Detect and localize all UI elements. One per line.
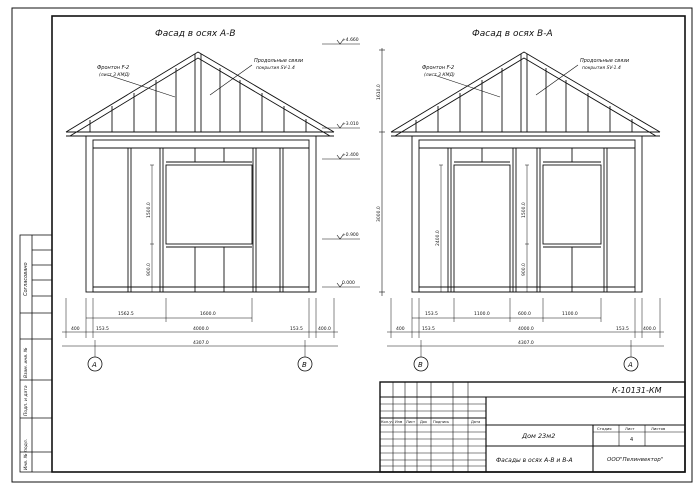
facade-right-pediment-sheet: (лист 3 КМД) bbox=[424, 73, 455, 78]
facade-right-title: Фасад в осях В-А bbox=[472, 29, 553, 39]
facade-left-mid-dim-1: 400 bbox=[71, 327, 80, 332]
facade-left-mid-dim-4: 153.5 bbox=[290, 327, 303, 332]
facade-left-mid-dim-2: 153.5 bbox=[96, 327, 109, 332]
mark-2400: +2.400 bbox=[342, 153, 359, 158]
facade-right-pediment-note: Фронтон F-2 bbox=[422, 65, 455, 71]
stamp-agreed: Согласовано bbox=[23, 262, 29, 296]
company-name: ООО"Пелинвектор" bbox=[607, 457, 664, 463]
col-header-sheet: Лист bbox=[406, 420, 416, 424]
facade-left-walls bbox=[86, 136, 316, 292]
facade-right-mid-dim-2: 153.5 bbox=[422, 327, 435, 332]
stage-header: Стадия bbox=[597, 426, 612, 431]
facade-left-title: Фасад в осях А-В bbox=[155, 29, 236, 39]
mark-4660: +4.660 bbox=[342, 38, 359, 43]
facade-right-total-dim: 4307.0 bbox=[518, 341, 534, 346]
facade-right-top-dim-2: 1100.0 bbox=[474, 312, 490, 317]
facade-right-axis-right: А bbox=[628, 361, 633, 369]
facade-right-top-dim-1: 153.5 bbox=[425, 312, 438, 317]
facade-left-top-dim-1: 1562.5 bbox=[118, 312, 134, 317]
facade-left-bracing-spec: покрытия SV-1.4 bbox=[256, 66, 295, 71]
facade-right-axis-left: В bbox=[418, 361, 423, 369]
facade-right-mid-dim-3: 4000.0 bbox=[518, 327, 534, 332]
facade-left-top-dim-2: 1600.0 bbox=[200, 312, 216, 317]
facade-right-mid-dim-4: 153.5 bbox=[616, 327, 629, 332]
facade-left-axis-left: А bbox=[92, 361, 97, 369]
facade-right-top-dim-3: 600.0 bbox=[518, 312, 531, 317]
col-header-date: Дата bbox=[471, 420, 481, 424]
facade-left-sill-height: 900.0 bbox=[147, 263, 152, 276]
facade-left-total-dim: 4307.0 bbox=[193, 341, 209, 346]
facade-right-sill-height: 900.0 bbox=[522, 263, 527, 276]
sheet-title: Фасады в осях А-В и В-А bbox=[496, 457, 573, 464]
stamp-replaced-inv: Взам. инв. № bbox=[24, 347, 29, 378]
facade-right bbox=[387, 29, 664, 371]
col-header-change: Изм bbox=[395, 420, 403, 424]
facade-left bbox=[62, 29, 338, 371]
col-header-qty: Кол.уч bbox=[381, 420, 394, 424]
height-dim-wall: 3000.0 bbox=[377, 206, 382, 222]
col-header-signature: Подпись bbox=[433, 420, 450, 424]
facade-left-axis-right: В bbox=[302, 361, 307, 369]
facade-right-mid-dim-5: 400.0 bbox=[643, 327, 656, 332]
facade-right-mid-dim-1: 400 bbox=[396, 327, 405, 332]
facade-right-door-height: 2400.0 bbox=[436, 230, 441, 246]
outer-border bbox=[12, 8, 692, 482]
sheets-header: Листов bbox=[651, 426, 666, 431]
facade-left-pediment-note: Фронтон F-2 bbox=[97, 65, 130, 71]
facade-right-bracing-spec: покрытия SV-1.4 bbox=[582, 66, 621, 71]
sheet-number: 4 bbox=[630, 437, 634, 443]
sheet-header: Лист bbox=[625, 426, 635, 431]
stamp-sign-date: Подп. и дата bbox=[24, 385, 29, 416]
mark-3010: +3.010 bbox=[342, 122, 359, 127]
facade-left-bracing-note: Продольные связи bbox=[254, 58, 304, 64]
stamp-inv-original: Инв. № подл. bbox=[24, 438, 29, 470]
doc-code: К-10131-КМ bbox=[612, 386, 662, 395]
mark-0000: 0.000 bbox=[342, 281, 355, 286]
facade-left-mid-dim-3: 4000.0 bbox=[193, 327, 209, 332]
col-header-doc: Док bbox=[420, 420, 428, 424]
elevation-marks bbox=[322, 40, 385, 296]
facade-left-window-height: 1500.0 bbox=[147, 202, 152, 218]
mark-0900: +0.900 bbox=[342, 233, 359, 238]
facade-right-window-height: 1500.0 bbox=[522, 202, 527, 218]
height-dim-roof: 1610.0 bbox=[377, 84, 382, 100]
project-name: Дом 23м2 bbox=[522, 432, 556, 440]
facade-left-mid-dim-5: 400.0 bbox=[318, 327, 331, 332]
facade-left-pediment-sheet: (лист 3 КМД) bbox=[99, 73, 130, 78]
facade-right-bracing-note: Продольные связи bbox=[580, 58, 630, 64]
facade-right-top-dim-4: 1100.0 bbox=[562, 312, 578, 317]
